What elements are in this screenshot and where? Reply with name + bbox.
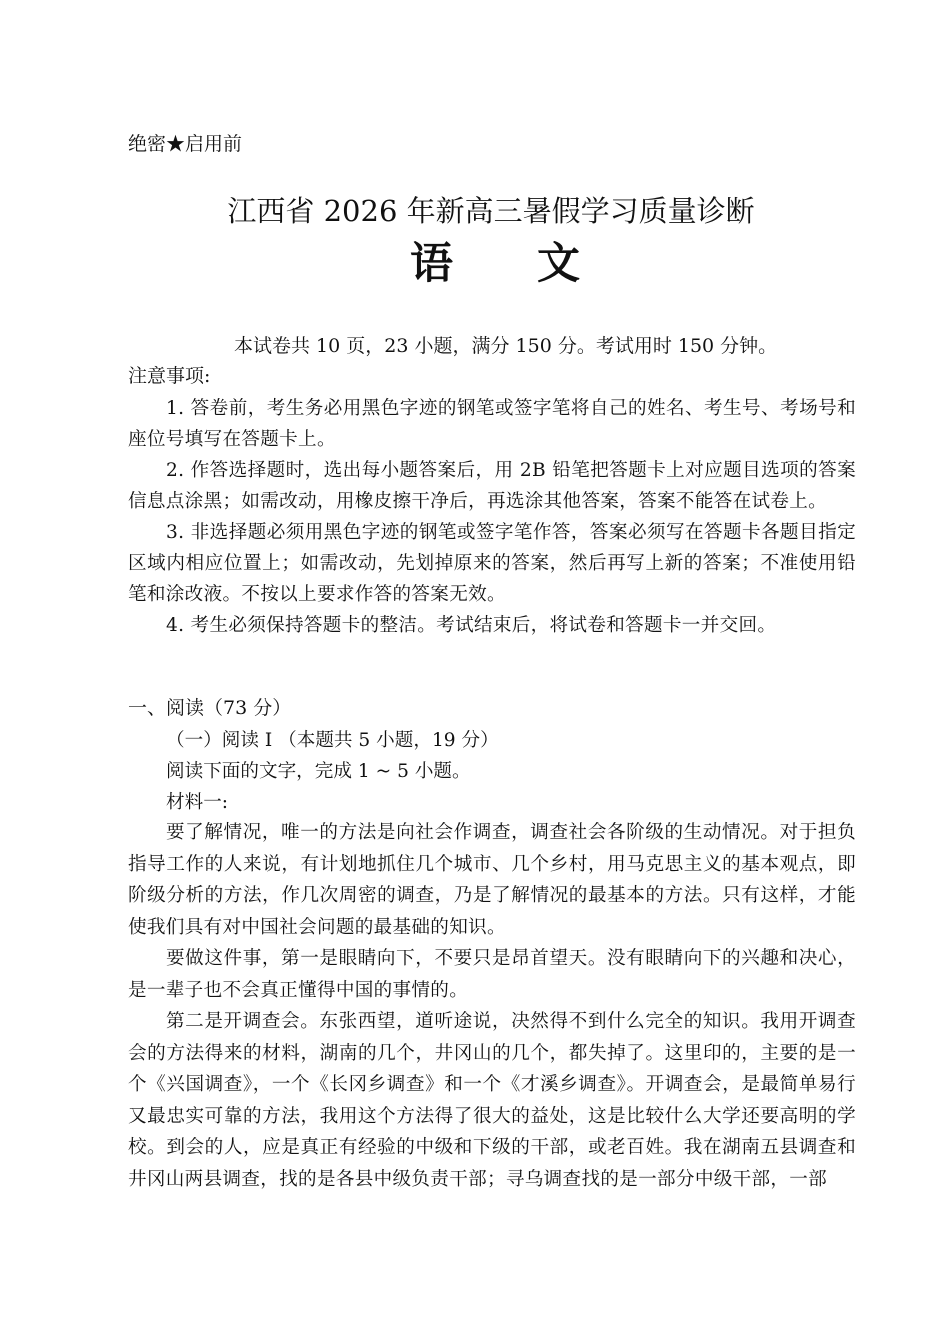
notice-list [128, 393, 856, 641]
passage-paragraph: 第二是开调查会。东张西望，道听途说，决然得不到什么完全的知识。我用开调查会的方法得来的材料，湖南的几个，井冈山的几个，都失掉了。这里印的，主要的是一个《兴国调查》，一个《长冈乡调查》和一个《才溪乡调查》。开调查会，是最简单易行又最忠实可靠的方法，我用这个方法得了很大的益处，这是比较什么大学还要高明的学校。到会的人，应是真正有经验的中级和下级的干部，或老百姓。我在湖南五县调查和井冈山两县调查，找的是各县中级负责干部；寻乌调查找的是一部分中级干部，一部 [128, 1011, 856, 1190]
part-heading: （一）阅读 I （本题共 5 小题，19 分） [166, 730, 499, 751]
reading-intro [128, 725, 856, 818]
notice-item: 4. 考生必须保持答题卡的整洁。考试结束后，将试卷和答题卡一并交回。 [166, 615, 777, 636]
reading-directive: 阅读下面的文字，完成 1 ~ 5 小题。 [166, 761, 471, 782]
passage-paragraph: 要了解情况，唯一的方法是向社会作调查，调查社会各阶级的生动情况。对于担负指导工作的人来说，有计划地抓住几个城市、几个乡村，用马克思主义的基本观点，即阶级分析的方法，作几次周密的调查，乃是了解情况的最基本的方法。只有这样，才能使我们具有对中国社会问题的最基础的知识。 [128, 822, 856, 938]
confidential-label: 绝密★启用前 [128, 133, 243, 155]
passage-paragraph: 要做这件事，第一是眼睛向下，不要只是昂首望天。没有眼睛向下的兴趣和决心，是一辈子也不会真正懂得中国的事情的。 [128, 948, 856, 1001]
exam-summary: 本试卷共 10 页，23 小题，满分 150 分。考试用时 150 分钟。 [234, 335, 778, 357]
subject-title: 语 文 [410, 239, 580, 289]
material-label: 材料一: [166, 792, 229, 813]
reading-passage [128, 817, 856, 1195]
notice-heading: 注意事项: [128, 365, 211, 387]
exam-title: 江西省 2026 年新高三暑假学习质量诊断 [227, 194, 755, 228]
notice-item: 1. 答卷前，考生务必用黑色字迹的钢笔或签字笔将自己的姓名、考生号、考场号和座位号填写在答题卡上。 [128, 398, 856, 450]
section-heading: 一、阅读（73 分） [128, 697, 292, 719]
notice-item: 2. 作答选择题时，选出每小题答案后，用 2B 铅笔把答题卡上对应题目选项的答案信息点涂黑；如需改动，用橡皮擦干净后，再选涂其他答案，答案不能答在试卷上。 [128, 460, 856, 512]
notice-item: 3. 非选择题必须用黑色字迹的钢笔或签字笔作答，答案必须写在答题卡各题目指定区域内相应位置上；如需改动，先划掉原来的答案，然后再写上新的答案；不准使用铅笔和涂改液。不按以上要求作答的答案无效。 [128, 522, 856, 605]
